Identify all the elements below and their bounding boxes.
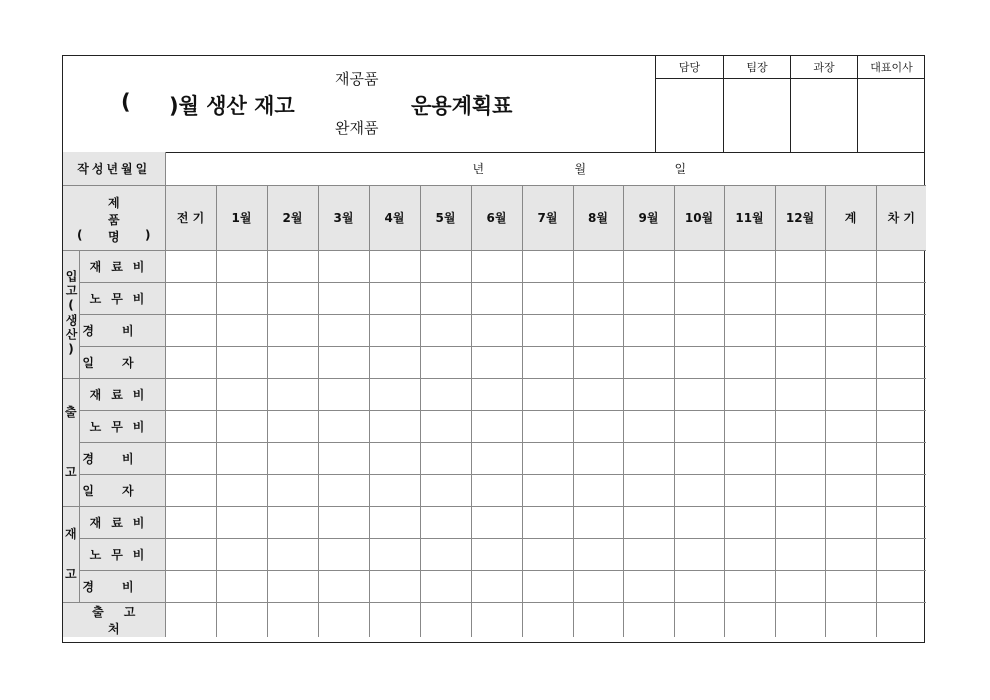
column-header: 5월 [420, 185, 471, 250]
row-label: 경비 [79, 442, 165, 474]
entry-cell[interactable] [876, 378, 926, 410]
entry-cell[interactable] [318, 282, 369, 314]
entry-cell[interactable] [522, 378, 573, 410]
entry-cell[interactable] [623, 570, 674, 602]
entry-cell[interactable] [420, 538, 471, 570]
entry-cell[interactable] [623, 442, 674, 474]
entry-cell[interactable] [876, 538, 926, 570]
entry-cell[interactable] [318, 538, 369, 570]
entry-cell[interactable] [674, 506, 724, 538]
approval-label: 팀장 [724, 56, 790, 79]
entry-cell[interactable] [876, 602, 926, 637]
table-row [63, 346, 926, 378]
entry-cell[interactable] [775, 506, 825, 538]
table-row [63, 474, 926, 506]
entry-cell[interactable] [318, 250, 369, 282]
entry-cell[interactable] [369, 538, 420, 570]
entry-cell[interactable] [573, 506, 623, 538]
entry-cell[interactable] [775, 602, 825, 637]
shipping-destination-label: 출고처 [63, 602, 165, 637]
entry-cell[interactable] [216, 314, 267, 346]
entry-cell[interactable] [216, 570, 267, 602]
approval-label: 대표이사 [858, 56, 925, 79]
entry-cell[interactable] [573, 346, 623, 378]
column-header: 11월 [724, 185, 775, 250]
row-label: 노무비 [79, 538, 165, 570]
entry-cell[interactable] [825, 250, 876, 282]
row-label: 재료비 [79, 506, 165, 538]
entry-cell[interactable] [674, 314, 724, 346]
entry-cell[interactable] [876, 314, 926, 346]
entry-cell[interactable] [420, 378, 471, 410]
entry-cell[interactable] [318, 602, 369, 637]
approval-col-3[interactable] [790, 56, 857, 152]
entry-cell[interactable] [165, 602, 216, 637]
entry-cell[interactable] [522, 538, 573, 570]
entry-cell[interactable] [369, 570, 420, 602]
entry-cell[interactable] [216, 602, 267, 637]
entry-cell[interactable] [623, 474, 674, 506]
entry-cell[interactable] [216, 282, 267, 314]
entry-cell[interactable] [775, 570, 825, 602]
entry-cell[interactable] [420, 282, 471, 314]
entry-cell[interactable] [471, 570, 522, 602]
entry-cell[interactable] [420, 602, 471, 637]
approval-label: 과장 [791, 56, 857, 79]
entry-cell[interactable] [876, 282, 926, 314]
entry-cell[interactable] [825, 314, 876, 346]
entry-cell[interactable] [522, 602, 573, 637]
entry-cell[interactable] [775, 346, 825, 378]
entry-cell[interactable] [825, 602, 876, 637]
entry-cell[interactable] [420, 250, 471, 282]
group-label-outgoing-bottom: 고 [64, 465, 77, 479]
column-header: 전 기 [165, 185, 216, 250]
entry-cell[interactable] [724, 570, 775, 602]
entry-cell[interactable] [471, 250, 522, 282]
entry-cell[interactable] [471, 474, 522, 506]
entry-cell[interactable] [623, 250, 674, 282]
entry-cell[interactable] [471, 442, 522, 474]
column-header: 8월 [573, 185, 623, 250]
column-header: 4월 [369, 185, 420, 250]
entry-cell[interactable] [775, 282, 825, 314]
entry-cell[interactable] [876, 250, 926, 282]
plan-form [62, 55, 925, 643]
entry-cell[interactable] [369, 282, 420, 314]
entry-cell[interactable] [522, 570, 573, 602]
entry-cell[interactable] [369, 314, 420, 346]
entry-cell[interactable] [165, 378, 216, 410]
entry-cell[interactable] [165, 538, 216, 570]
entry-cell[interactable] [267, 410, 318, 442]
entry-cell[interactable] [267, 250, 318, 282]
entry-cell[interactable] [471, 346, 522, 378]
table-row [63, 538, 926, 570]
entry-cell[interactable] [825, 570, 876, 602]
entry-cell[interactable] [216, 442, 267, 474]
title-paren: ( [121, 90, 131, 114]
entry-cell[interactable] [471, 538, 522, 570]
entry-cell[interactable] [674, 442, 724, 474]
entry-cell[interactable] [216, 378, 267, 410]
form-header [63, 56, 924, 153]
entry-cell[interactable] [825, 538, 876, 570]
entry-cell[interactable] [623, 538, 674, 570]
entry-cell[interactable] [876, 346, 926, 378]
entry-cell[interactable] [267, 570, 318, 602]
group-label-incoming: 입고(생산) [64, 270, 78, 358]
approval-col-4[interactable] [857, 56, 925, 152]
group-outgoing [63, 378, 79, 506]
title-main: )월 생산 재고 [169, 94, 295, 118]
entry-cell[interactable] [573, 314, 623, 346]
entry-cell[interactable] [573, 474, 623, 506]
row-label: 노무비 [79, 282, 165, 314]
table-row [63, 570, 926, 602]
entry-cell[interactable] [775, 410, 825, 442]
entry-cell[interactable] [369, 250, 420, 282]
entry-cell[interactable] [674, 250, 724, 282]
entry-cell[interactable] [674, 282, 724, 314]
approval-label: 담당 [656, 56, 723, 79]
column-header: 계 [825, 185, 876, 250]
date-input[interactable] [165, 152, 926, 185]
entry-cell[interactable] [216, 346, 267, 378]
column-header: 2월 [267, 185, 318, 250]
date-year: 년 [472, 162, 485, 176]
entry-cell[interactable] [267, 282, 318, 314]
column-header: 12월 [775, 185, 825, 250]
title-option-bottom: 완재품 [335, 119, 379, 137]
row-label: 노무비 [79, 410, 165, 442]
entry-cell[interactable] [825, 506, 876, 538]
entry-cell[interactable] [522, 442, 573, 474]
entry-cell[interactable] [165, 442, 216, 474]
column-header: 7월 [522, 185, 573, 250]
entry-cell[interactable] [471, 378, 522, 410]
entry-cell[interactable] [775, 314, 825, 346]
entry-cell[interactable] [825, 378, 876, 410]
entry-cell[interactable] [674, 474, 724, 506]
entry-cell[interactable] [318, 378, 369, 410]
entry-cell[interactable] [623, 378, 674, 410]
group-label-stock-top: 재 [64, 527, 77, 541]
group-label-outgoing-top: 출 [64, 405, 77, 419]
entry-cell[interactable] [318, 410, 369, 442]
entry-cell[interactable] [165, 346, 216, 378]
entry-cell[interactable] [522, 410, 573, 442]
approval-col-1[interactable] [656, 56, 723, 152]
entry-cell[interactable] [369, 442, 420, 474]
group-incoming [63, 250, 79, 378]
entry-cell[interactable] [573, 250, 623, 282]
entry-cell[interactable] [420, 346, 471, 378]
entry-cell[interactable] [724, 250, 775, 282]
entry-cell[interactable] [724, 410, 775, 442]
entry-cell[interactable] [420, 474, 471, 506]
column-header: 6월 [471, 185, 522, 250]
entry-cell[interactable] [876, 570, 926, 602]
entry-cell[interactable] [420, 314, 471, 346]
date-month: 월 [574, 162, 587, 176]
table-row [63, 250, 926, 282]
entry-cell[interactable] [267, 346, 318, 378]
entry-cell[interactable] [674, 410, 724, 442]
entry-cell[interactable] [825, 474, 876, 506]
entry-cell[interactable] [724, 314, 775, 346]
entry-cell[interactable] [267, 314, 318, 346]
entry-cell[interactable] [216, 474, 267, 506]
entry-cell[interactable] [369, 474, 420, 506]
entry-cell[interactable] [623, 282, 674, 314]
entry-cell[interactable] [825, 410, 876, 442]
title-right: 운용계획표 [411, 94, 513, 118]
entry-cell[interactable] [267, 602, 318, 637]
entry-cell[interactable] [216, 250, 267, 282]
entry-cell[interactable] [775, 378, 825, 410]
entry-cell[interactable] [573, 410, 623, 442]
entry-cell[interactable] [369, 346, 420, 378]
entry-cell[interactable] [420, 570, 471, 602]
entry-cell[interactable] [216, 410, 267, 442]
column-header: 9월 [623, 185, 674, 250]
row-label: 재료비 [79, 378, 165, 410]
row-label: 일자 [79, 346, 165, 378]
entry-cell[interactable] [674, 602, 724, 637]
entry-cell[interactable] [165, 474, 216, 506]
entry-cell[interactable] [876, 410, 926, 442]
entry-cell[interactable] [522, 282, 573, 314]
entry-cell[interactable] [825, 282, 876, 314]
entry-cell[interactable] [623, 410, 674, 442]
entry-cell[interactable] [876, 474, 926, 506]
entry-cell[interactable] [724, 346, 775, 378]
entry-cell[interactable] [318, 506, 369, 538]
table-row [63, 378, 926, 410]
date-day: 일 [674, 162, 687, 176]
entry-cell[interactable] [724, 378, 775, 410]
table-row [63, 442, 926, 474]
entry-cell[interactable] [522, 506, 573, 538]
table-row [63, 314, 926, 346]
entry-cell[interactable] [573, 282, 623, 314]
row-label: 경비 [79, 570, 165, 602]
entry-cell[interactable] [522, 250, 573, 282]
entry-cell[interactable] [623, 506, 674, 538]
entry-cell[interactable] [522, 346, 573, 378]
column-header: 차 기 [876, 185, 926, 250]
entry-cell[interactable] [216, 506, 267, 538]
entry-cell[interactable] [674, 378, 724, 410]
approval-box [655, 56, 925, 152]
column-header: 10월 [674, 185, 724, 250]
date-label: 작성년월일 [63, 152, 165, 185]
entry-cell[interactable] [318, 346, 369, 378]
entry-cell[interactable] [267, 474, 318, 506]
entry-cell[interactable] [369, 410, 420, 442]
entry-cell[interactable] [165, 250, 216, 282]
product-name-header: 제 품 명 ( ) [63, 185, 165, 250]
entry-cell[interactable] [420, 506, 471, 538]
entry-cell[interactable] [573, 442, 623, 474]
entry-cell[interactable] [775, 474, 825, 506]
entry-cell[interactable] [471, 410, 522, 442]
entry-cell[interactable] [369, 602, 420, 637]
entry-cell[interactable] [369, 506, 420, 538]
entry-cell[interactable] [165, 410, 216, 442]
entry-cell[interactable] [674, 346, 724, 378]
entry-cell[interactable] [623, 602, 674, 637]
entry-cell[interactable] [471, 282, 522, 314]
entry-cell[interactable] [724, 442, 775, 474]
entry-cell[interactable] [471, 314, 522, 346]
entry-cell[interactable] [267, 442, 318, 474]
row-label: 일자 [79, 474, 165, 506]
entry-cell[interactable] [573, 378, 623, 410]
entry-cell[interactable] [825, 346, 876, 378]
entry-cell[interactable] [165, 570, 216, 602]
entry-cell[interactable] [876, 442, 926, 474]
table-row [63, 602, 926, 637]
entry-cell[interactable] [267, 378, 318, 410]
entry-cell[interactable] [573, 602, 623, 637]
entry-cell[interactable] [165, 282, 216, 314]
entry-cell[interactable] [165, 314, 216, 346]
entry-cell[interactable] [420, 442, 471, 474]
entry-cell[interactable] [825, 442, 876, 474]
entry-cell[interactable] [573, 538, 623, 570]
entry-cell[interactable] [623, 314, 674, 346]
plan-table [63, 152, 926, 637]
entry-cell[interactable] [318, 442, 369, 474]
entry-cell[interactable] [165, 506, 216, 538]
entry-cell[interactable] [876, 506, 926, 538]
row-label: 경비 [79, 314, 165, 346]
column-header: 3월 [318, 185, 369, 250]
entry-cell[interactable] [674, 538, 724, 570]
entry-cell[interactable] [267, 506, 318, 538]
entry-cell[interactable] [471, 602, 522, 637]
entry-cell[interactable] [522, 314, 573, 346]
entry-cell[interactable] [420, 410, 471, 442]
entry-cell[interactable] [724, 506, 775, 538]
row-label: 재료비 [79, 250, 165, 282]
entry-cell[interactable] [369, 378, 420, 410]
table-row [63, 282, 926, 314]
entry-cell[interactable] [318, 314, 369, 346]
entry-cell[interactable] [216, 538, 267, 570]
entry-cell[interactable] [724, 602, 775, 637]
entry-cell[interactable] [775, 442, 825, 474]
entry-cell[interactable] [775, 250, 825, 282]
entry-cell[interactable] [674, 570, 724, 602]
entry-cell[interactable] [267, 538, 318, 570]
entry-cell[interactable] [724, 474, 775, 506]
group-label-stock-bottom: 고 [64, 567, 77, 581]
approval-col-2[interactable] [723, 56, 790, 152]
entry-cell[interactable] [471, 506, 522, 538]
column-header: 1월 [216, 185, 267, 250]
table-row [63, 506, 926, 538]
entry-cell[interactable] [522, 474, 573, 506]
table-row [63, 410, 926, 442]
entry-cell[interactable] [724, 538, 775, 570]
entry-cell[interactable] [724, 282, 775, 314]
entry-cell[interactable] [573, 570, 623, 602]
entry-cell[interactable] [318, 570, 369, 602]
title-option-top: 재공품 [335, 70, 379, 88]
entry-cell[interactable] [318, 474, 369, 506]
entry-cell[interactable] [775, 538, 825, 570]
entry-cell[interactable] [623, 346, 674, 378]
group-stock [63, 506, 79, 602]
